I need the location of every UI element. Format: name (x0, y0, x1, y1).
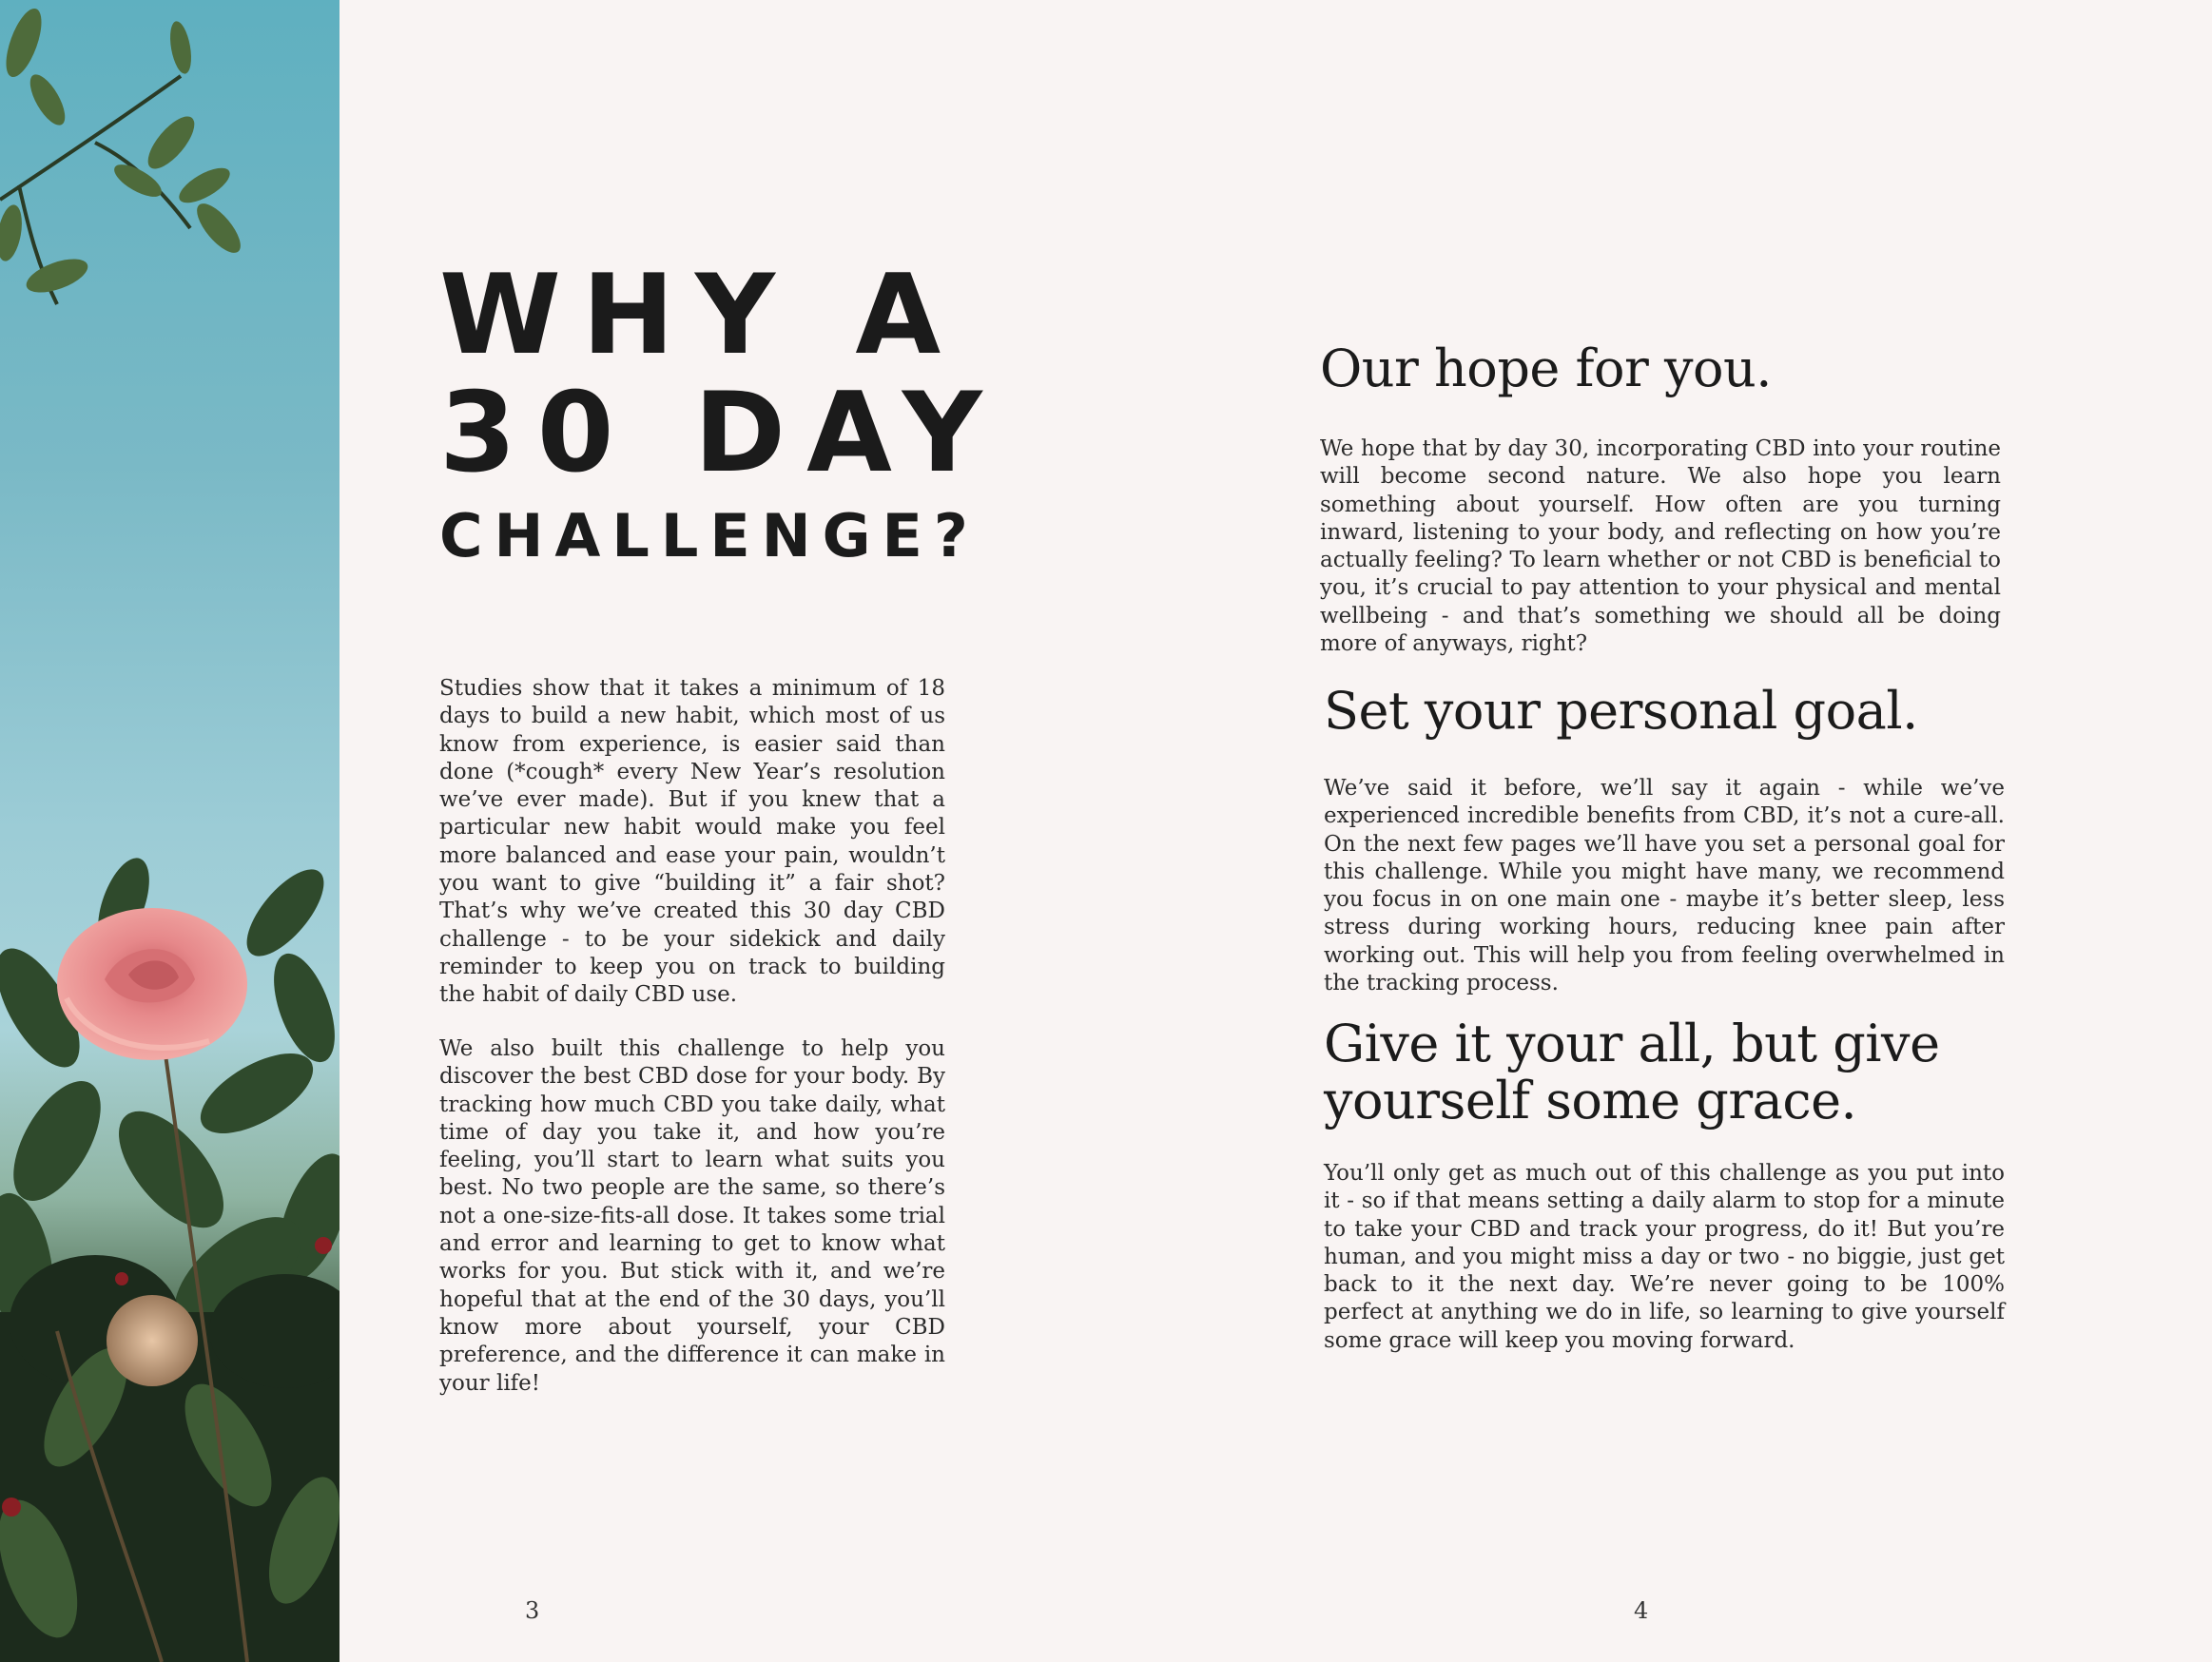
intro-paragraph: Studies show that it takes a minimum of 18 days to build a new habit, which most of us know from experience, is easier said than done (*cough* every New Year’s resolution we’ve ever made). But if you knew that a particular new habit would make you feel more balanced and ease your pain, wouldn’t you want to give “building it” a fair shot? That’s why we’ve created this 30 day CBD challenge - to be your sidekick and daily reminder to keep you on track to building the habit of daily CBD use. (439, 676, 945, 1008)
section-title-grace (1324, 1015, 1940, 1130)
title-line-3: CHALLENGE? (439, 501, 980, 570)
section-title-grace-line-2: yourself some grace. (1324, 1071, 1857, 1131)
branch-leaves-top (0, 76, 190, 304)
rose-bloom (57, 908, 247, 1060)
page-number-left: 3 (525, 1597, 540, 1624)
title-line-2: 30 DAY (439, 369, 1003, 497)
rose-bud (107, 1295, 198, 1386)
title-line-1: WHY A (439, 251, 962, 379)
rose-photo-illustration (0, 0, 340, 1662)
section-title-goal: Set your personal goal. (1324, 681, 1918, 741)
page-number-right: 4 (1634, 1597, 1649, 1624)
rose-photo (0, 0, 340, 1662)
section-title-grace-line-1: Give it your all, but give (1324, 1014, 1940, 1073)
section-body-goal: We’ve said it before, we’ll say it again - while we’ve experienced incredible benefits from CBD, it’s not a cure-all. On the next few pages we’ll have you set a personal goal for this challenge. While you might have many, we recommend you focus in on one main one - maybe it’s better sleep, less stress during working hours, reducing knee pain after working out. This will help you from feeling overwhelmed in the tracking process. (1324, 776, 2005, 996)
section-body-grace: You’ll only get as much out of this challenge as you put into it - so if that means setting a daily alarm to stop for a minute to take your CBD and track your progress, do it! But you’re human, and you might miss a day or two - no biggie, just get back to it the next day. We’re never going to be 100% perfect at anything we do in life, so learning to give yourself some grace will keep you moving forward. (1324, 1161, 2005, 1353)
section-title-hope: Our hope for you. (1320, 338, 1772, 398)
section-body-hope: We hope that by day 30, incorporating CBD into your routine will become second nature. We also hope you learn something about yourself. How often are you turning inward, listening to your body, and reflecting on how you’re actually feeling? To learn whether or not CBD is beneficial to you, it’s crucial to pay attention to your physical and mental wellbeing - and that’s something we should all be doing more of anyways, right? (1320, 436, 2001, 657)
page-title (439, 251, 1003, 574)
dose-paragraph: We also built this challenge to help you discover the best CBD dose for your body. By tracking how much CBD you take daily, what time of day you take it, and how you’re feeling, you’ll start to learn what suits you best. No two people are the same, so there’s not a one-size-fits-all dose. It takes some trial and error and learning to get to know what works for you. But stick with it, and we’re hopeful that at the end of the 30 days, you’ll know more about yourself, your CBD preference, and the difference it can make in your life! (439, 1036, 945, 1396)
